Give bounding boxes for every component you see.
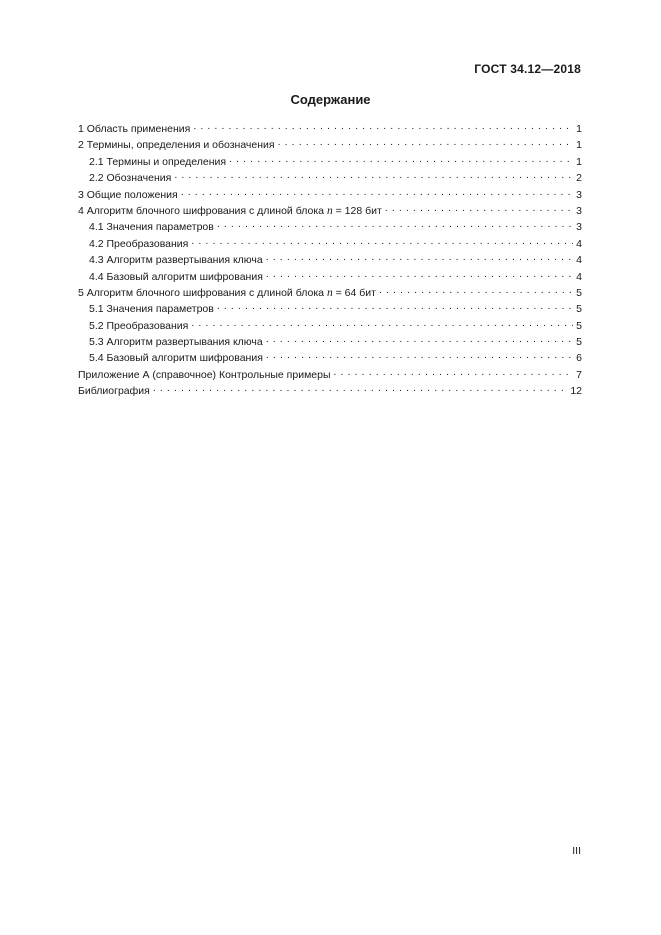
toc-entry-label-text: = 128 бит bbox=[332, 204, 382, 217]
toc-entry-label-text: 4 Алгоритм блочного шифрования с длиной блока bbox=[78, 204, 327, 217]
toc-leader-dots bbox=[385, 203, 573, 214]
toc-entry-4-3[interactable] bbox=[78, 252, 582, 268]
toc-entry-label: 5.3 Алгоритм развертывания ключа bbox=[89, 336, 263, 349]
table-of-contents bbox=[78, 121, 582, 400]
toc-entry-page: 3 bbox=[576, 221, 582, 234]
toc-entry-page: 4 bbox=[576, 237, 582, 250]
toc-entry-label: 2.1 Термины и определения bbox=[89, 155, 227, 168]
toc-entry-page: 5 bbox=[576, 286, 582, 299]
toc-entry-3[interactable] bbox=[78, 187, 582, 203]
toc-entry-5-3[interactable] bbox=[78, 334, 582, 350]
toc-leader-dots bbox=[379, 285, 573, 296]
toc-entry-label bbox=[78, 203, 382, 219]
toc-entry-label: 4.1 Значения параметров bbox=[89, 221, 214, 234]
toc-entry-label bbox=[78, 285, 376, 301]
toc-entry-label: 1 Область применения bbox=[78, 123, 191, 135]
document-code: ГОСТ 34.12—2018 bbox=[474, 62, 581, 76]
toc-entry-page: 3 bbox=[576, 188, 582, 201]
toc-entry-label: 4.2 Преобразования bbox=[89, 237, 189, 250]
toc-leader-dots bbox=[266, 252, 573, 263]
toc-entry-4-1[interactable] bbox=[78, 219, 582, 235]
toc-entry-appendix-a[interactable] bbox=[78, 367, 582, 383]
toc-leader-dots bbox=[191, 318, 573, 329]
toc-entry-4-2[interactable] bbox=[78, 236, 582, 252]
block-size-variable: n bbox=[326, 204, 333, 217]
toc-entry-page: 1 bbox=[576, 155, 582, 168]
toc-entry-4-4[interactable] bbox=[78, 269, 582, 285]
toc-entry-1[interactable] bbox=[78, 121, 582, 137]
toc-leader-dots bbox=[278, 137, 573, 148]
toc-entry-page: 2 bbox=[576, 172, 582, 185]
toc-entry-page: 5 bbox=[576, 303, 582, 316]
toc-leader-dots bbox=[191, 236, 573, 247]
toc-entry-page: 1 bbox=[576, 123, 582, 135]
toc-entry-label: 3 Общие положения bbox=[78, 188, 178, 201]
toc-entry-page: 1 bbox=[576, 139, 582, 152]
toc-leader-dots bbox=[217, 301, 573, 312]
toc-leader-dots bbox=[217, 219, 573, 230]
toc-entry-label: 5.1 Значения параметров bbox=[89, 303, 214, 316]
toc-entry-label: 2.2 Обозначения bbox=[89, 172, 172, 185]
toc-leader-dots bbox=[266, 334, 573, 345]
toc-leader-dots bbox=[266, 350, 573, 361]
toc-entry-page: 6 bbox=[576, 352, 582, 365]
toc-leader-dots bbox=[334, 367, 573, 378]
toc-entry-page: 7 bbox=[576, 368, 582, 381]
toc-entry-page: 12 bbox=[570, 385, 582, 398]
toc-entry-page: 3 bbox=[576, 204, 582, 217]
block-size-variable: n bbox=[326, 286, 333, 299]
toc-entry-label: 2 Термины, определения и обозначения bbox=[78, 139, 275, 152]
toc-entry-2[interactable] bbox=[78, 137, 582, 153]
toc-leader-dots bbox=[266, 269, 573, 280]
toc-leader-dots bbox=[193, 121, 573, 132]
toc-entry-label-text: 5 Алгоритм блочного шифрования с длиной блока bbox=[78, 286, 327, 299]
toc-entry-5-1[interactable] bbox=[78, 301, 582, 317]
toc-title: Содержание bbox=[290, 92, 371, 107]
toc-leader-dots bbox=[229, 154, 573, 165]
toc-entry-page: 4 bbox=[576, 254, 582, 267]
toc-entry-label: 4.4 Базовый алгоритм шифрования bbox=[89, 270, 263, 283]
toc-entry-label: 4.3 Алгоритм развертывания ключа bbox=[89, 254, 263, 267]
toc-leader-dots bbox=[174, 170, 573, 181]
toc-entry-label: Приложение А (справочное) Контрольные примеры bbox=[78, 368, 331, 381]
toc-entry-5-2[interactable] bbox=[78, 318, 582, 334]
toc-entry-5[interactable] bbox=[78, 285, 582, 301]
toc-entry-2-2[interactable] bbox=[78, 170, 582, 186]
toc-entry-2-1[interactable] bbox=[78, 154, 582, 170]
toc-entry-label: 5.2 Преобразования bbox=[89, 319, 189, 332]
toc-leader-dots bbox=[153, 383, 567, 394]
toc-leader-dots bbox=[181, 187, 573, 198]
toc-entry-page: 5 bbox=[576, 319, 582, 332]
toc-entry-label-text: = 64 бит bbox=[332, 286, 376, 299]
toc-entry-4[interactable] bbox=[78, 203, 582, 219]
toc-entry-page: 5 bbox=[576, 336, 582, 349]
toc-entry-label: 5.4 Базовый алгоритм шифрования bbox=[89, 352, 263, 365]
toc-entry-bibliography[interactable] bbox=[78, 383, 582, 399]
toc-entry-5-4[interactable] bbox=[78, 350, 582, 366]
toc-entry-page: 4 bbox=[576, 270, 582, 283]
toc-entry-label: Библиография bbox=[78, 385, 150, 398]
page-number: III bbox=[572, 845, 581, 857]
